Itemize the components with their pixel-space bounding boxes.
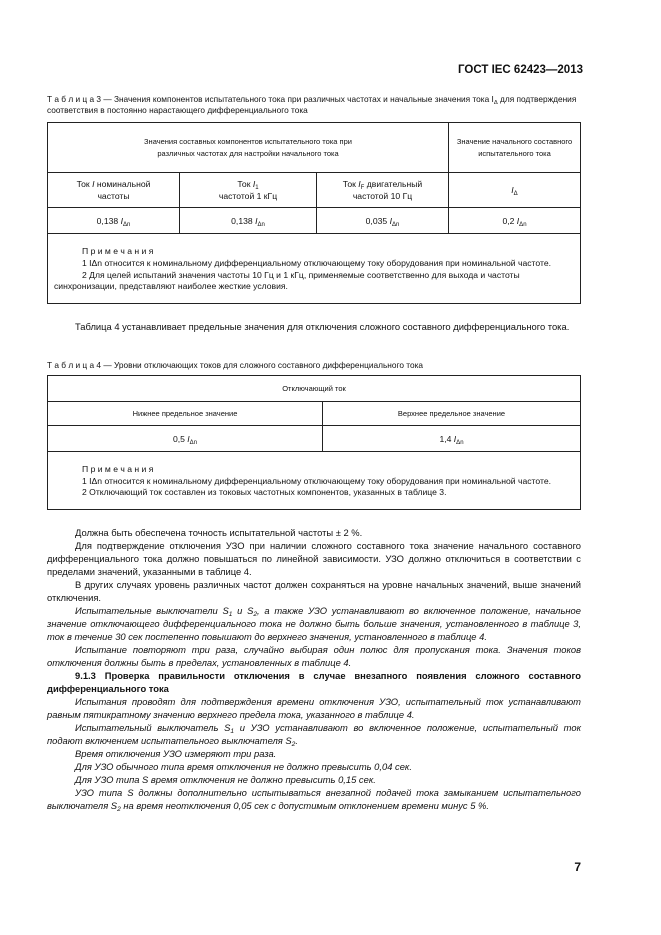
table4-notes-title: П р и м е ч а н и я (82, 464, 154, 475)
page-number: 7 (574, 860, 581, 874)
body-p7: Испытательный выключатель $S_1$ и УЗО устанавливают во включенное положение, испытательный ток подают включением испытательного выключателя $S_2$. (47, 722, 581, 748)
table3-col1: Ток I номинальной частоты (48, 173, 180, 208)
body-p8: Время отключения УЗО измеряют три раза. (75, 748, 277, 759)
table4-val1: 0,5 $I_{\Delta n}$ (48, 426, 323, 452)
table3-val3: 0,035 $I_{\Delta n}$ (317, 208, 449, 234)
table4-caption-prefix: Т а б л и ц а (47, 360, 95, 370)
body-p4: Испытательные выключатели $S_1$ и $S_2$, а также УЗО устанавливают во включенное положение, начальное значение отключающего дифференциального тока не должно быть больше значения, установленного в таблице 3, ток в течение 30 сек постепенно повышают до верхнего значения, установленного в таблице 4. (47, 605, 581, 642)
table4-note1: 1 IΔn относится к номинальному дифференциальному отключающему току оборудования при номинальной частоте. (82, 475, 551, 486)
table3-head-left: Значения составных компонентов испытательного тока при различных частотах для настройки начального тока (48, 123, 449, 173)
table3-caption-text: 3 — Значения компонентов испытательного тока при различных частотах и начальные значения тока I (96, 94, 494, 104)
table4-caption-text: 4 — Уровни отключающих токов для сложного составного дифференциального тока (96, 360, 423, 370)
table3-head-right: Значение начального составного испытательного тока (449, 123, 581, 173)
body-text (47, 526, 581, 812)
table3-note2: 2 Для целей испытаний значения частоты 10 Гц и 1 кГц, применяемые соответственно для выхода и частоты синхронизации, представляют наиболее жесткие условия. (54, 269, 520, 292)
body-p6: Испытания проводят для подтверждения времени отключения УЗО, испытательный ток устанавливают равным пятикратному значению верхнего предела тока, указанного в таблице 4. (47, 696, 581, 720)
table4-note2: 2 Отключающий ток составлен из токовых частотных компонентов, указанных в таблице 3. (82, 487, 447, 498)
body-p2: Для подтверждение отключения УЗО при наличии сложного составного тока значение начального составного дифференциального тока должно повышаться по линейной зависимости. УЗО должно отключиться в соответствии с пределами значений, указанными в таблице 4. (47, 540, 581, 577)
table3-notes-title: П р и м е ч а н и я (82, 246, 154, 257)
table4-col1: Нижнее предельное значение (48, 402, 323, 426)
table3-val2: 0,138 $I_{\Delta n}$ (180, 208, 317, 234)
table3-caption-text2: для подтверждения соответствия в постоянно нарастающего дифференциального тока (47, 94, 577, 115)
table3-caption: Т а б л и ц а 3 — Значения компонентов испытательного тока при различных частотах и начальные значения тока $I_\Delta$ для подтверждения соответствия в постоянно нарастающего дифференциального тока (47, 94, 577, 115)
body-p11: УЗО типа S должны дополнительно испытываться внезапной подачей тока замыканием испытательного выключателя $S_2$ на время неотключения 0,05 сек с допустимым отклонением времени минус 5 %. (47, 787, 581, 813)
table3-note1: 1 IΔn относится к номинальному дифференциальному отключающему току оборудования при номинальной частоте. (82, 257, 551, 268)
body-p5: Испытание повторяют три раза, случайно выбирая один полюс для пропускания тока. Значения токов отключения должны быть в пределах, установленных в таблице 4. (47, 644, 581, 668)
table3-col2: Ток $I_1$ частотой 1 кГц (180, 173, 317, 208)
table3-val1: 0,138 $I_{\Delta n}$ (48, 208, 180, 234)
body-p10: Для УЗО типа S время отключения не должно превысить 0,15 сек. (75, 774, 376, 785)
table4-val2: 1,4 $I_{\Delta n}$ (323, 426, 581, 452)
table3-col4: $I_\Delta$ (449, 173, 581, 208)
table3-col3: Ток $I_F$ двигательный частотой 10 Гц (317, 173, 449, 208)
table3 (47, 122, 581, 304)
table4-head: Отключающий ток (48, 376, 581, 402)
table4-notes (48, 452, 581, 510)
body-p1: Должна быть обеспечена точность испытательной частоты ± 2 %. (75, 527, 363, 538)
table3-notes (48, 234, 581, 304)
body-p3: В других случаях уровень различных частот должен сохраняться на уровне начальных значений, выше значений отключения. (47, 579, 581, 603)
para-table4: Таблица 4 устанавливает предельные значения для отключения сложного составного дифференциального тока. (75, 321, 570, 332)
table3-caption-prefix: Т а б л и ц а (47, 94, 95, 104)
table4-col2: Верхнее предельное значение (323, 402, 581, 426)
document-header: ГОСТ IEC 62423—2013 (458, 64, 583, 76)
table4 (47, 375, 581, 510)
section-9-1-3-heading: 9.1.3 Проверка правильности отключения в случае внезапного появления сложного составного дифференциального тока (47, 670, 581, 694)
body-p9: Для УЗО обычного типа время отключения не должно превысить 0,04 сек. (75, 761, 412, 772)
table4-caption (47, 360, 581, 371)
table3-val4: 0,2 $I_{\Delta n}$ (449, 208, 581, 234)
